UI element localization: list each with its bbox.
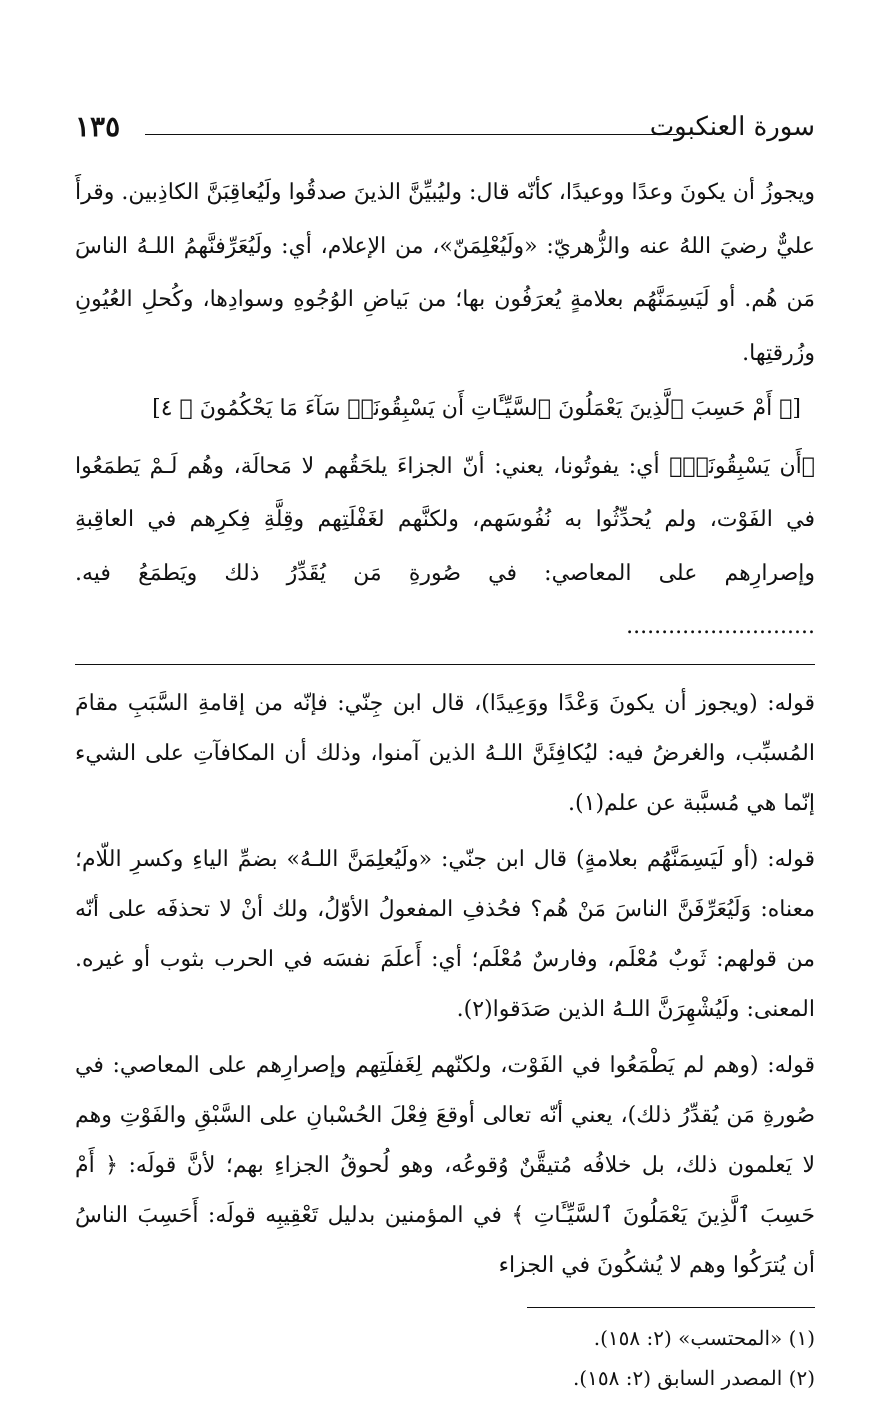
header-rule — [145, 134, 677, 135]
book-page — [75, 112, 815, 1398]
commentary — [75, 679, 815, 1291]
footnote-rule — [527, 1307, 815, 1308]
surah-title: سورة العنكبوت — [649, 112, 815, 142]
page-header — [75, 112, 815, 160]
main-paragraph-1: ويجوزُ أن يكونَ وعدًا ووعيدًا، كأنّه قال: وليُبيِّنَّ الذينَ صدقُوا ولَيُعاقِبَنَّ الكاذِبين. وقرأَ عليٌّ رضيَ اللهُ عنه والزُّهريّ: «ولَيُعْلِمَنّ»، من الإعلام، أي: ولَيُعَرِّفنَّهمُ اللـهُ الناسَ مَن هُم. أو لَيَسِمَنَّهُم بعلامةٍ يُعرَفُون بها؛ من بَياضِ الوُجُوهِ وسوادِها، وكُحلِ العُيُونِ وزُرقتِها. — [75, 180, 815, 366]
page-number: ١٣٥ — [75, 110, 121, 143]
section-divider — [75, 664, 815, 665]
commentary-paragraph-1: قوله: (ويجوز أن يكونَ وَعْدًا ووَعِيدًا)، قال ابن جِنّي: فإنّه من إقامةِ السَّبَبِ مقامَ المُسبِّب، والغرضُ فيه: ليُكافِئَنَّ اللـهُ الذين آمنوا، وذلك أن المكافآتِ على الشيء إنّما هي مُسبَّبة عن علم(١). — [75, 690, 815, 816]
main-text — [75, 166, 815, 654]
main-paragraph-2: ﴿أَن يَسْبِقُونَاۚ﴾ أي: يفوتُونا، يعني: أنّ الجزاءَ يلحَقُهم لا مَحالَة، وهُم لَـمْ يَطمَعُوا في الفَوْت، ولم يُحدِّثُوا به نُفُوسَهم، ولكنَّهم لغَفْلَتِهم وقِلَّةِ فِكرِهم في العاقِبةِ وإصرارِهم على المعاصي: في صُورةِ مَن يُقَدِّرُ ذلك ويَطمَعُ فيه. ........................... — [75, 453, 815, 639]
commentary-paragraph-3: قوله: (وهم لم يَطْمَعُوا في الفَوْت، ولكنّهم لِغَفلَتِهم وإصرارِهم على المعاصي: في صُورةِ مَن يُقدِّرُ ذلك)، يعني أنّه تعالى أوقعَ فِعْلَ الحُسْبانِ على السَّبْقِ والفَوْتِ وهم لا يَعلمون ذلك، بل خلافُه مُتيقَّنٌ وُقوعُه، وهو لُحوقُ الجزاءِ بهم؛ لأنَّ قولَه: ﴿ أَمْ حَسِبَ ٱلَّذِينَ يَعْمَلُونَ ٱلسَّيِّـَٔاتِ ﴾ في المؤمنين بدليل تَعْقِيبِه قولَه: أَحَسِبَ الناسُ أن يُترَكُوا وهم لا يُشكُونَ في الجزاء — [75, 1052, 815, 1278]
quran-verse: [﴿ أَمْ حَسِبَ ٱلَّذِينَ يَعْمَلُونَ ٱلسَّيِّـَٔاتِ أَن يَسْبِقُونَاۚ سَآءَ مَا يَحْكُمُونَ ﴾ ٤] — [152, 396, 801, 421]
footnote-2: (٢) المصدر السابق (٢: ١٥٨). — [572, 1365, 815, 1390]
commentary-paragraph-2: قوله: (أو لَيَسِمَنَّهُم بعلامةٍ) قال ابن جنّي: «ولَيُعلِمَنَّ اللـهُ» بضمِّ الياءِ وكسرِ اللّام؛ معناه: وَلَيُعَرِّفَنَّ الناسَ مَنْ هُم؟ فحُذفِ المفعولُ الأوّلُ، ولك أنْ لا تحذفَه على أنّه من قولهم: ثَوبٌ مُعْلَم، وفارسٌ مُعْلَم؛ أي: أَعلَمَ نفسَه في الحرب بثوب أو غيره. المعنى: ولَيُشْهِرَنَّ اللـهُ الذين صَدَقوا(٢). — [75, 846, 815, 1022]
footnotes — [75, 1318, 815, 1398]
footnote-1: (١) «المحتسب» (٢: ١٥٨). — [593, 1325, 815, 1350]
